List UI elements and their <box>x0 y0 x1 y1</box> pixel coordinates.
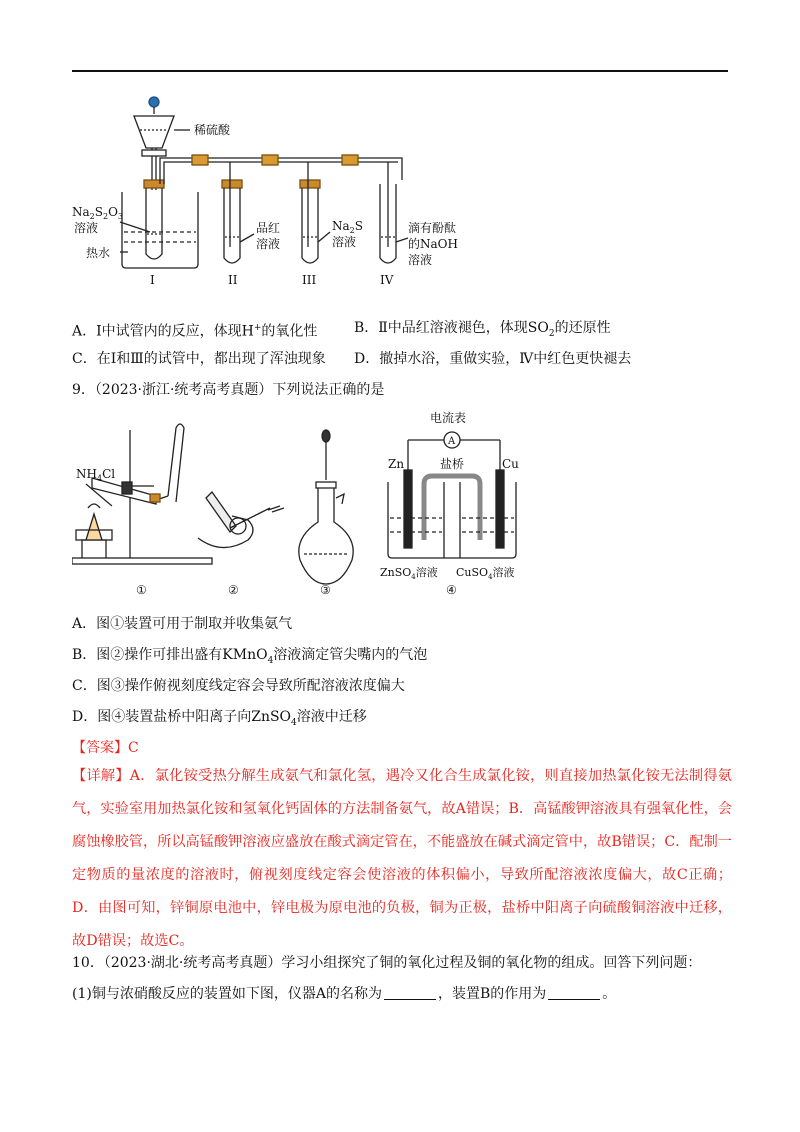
apparatus-figure-q9 <box>72 408 532 598</box>
figure-label-3: ③ <box>320 583 331 597</box>
header-rule <box>72 70 728 72</box>
q10-sub1: (1)铜与浓硝酸反应的装置如下图，仪器A的名称为 ，装置B的作用为 。 <box>72 986 617 1002</box>
tube2-label-a: 品红 <box>256 221 281 235</box>
figure-label-4: ④ <box>446 583 457 597</box>
q8-option-a: A．Ⅰ中试管内的反应，体现H+的氧化性 <box>72 323 318 340</box>
q8-option-d: D．撤掉水浴，重做实验，Ⅳ中红色更快褪去 <box>354 351 632 367</box>
zn-electrode-label: Zn <box>388 457 405 471</box>
hot-water-label: 热水 <box>86 246 111 260</box>
q9-stem: 9．（2023·浙江·统考高考真题）下列说法正确的是 <box>72 382 385 398</box>
tube3-label-b: 溶液 <box>332 235 357 249</box>
q9-option-d: D．图④装置盐桥中阳离子向ZnSO$_4$溶液中迁移 <box>72 709 367 728</box>
acid-label: 稀硫酸 <box>194 123 231 137</box>
q9-detail: 【详解】A．氯化铵受热分解生成氨气和氯化氢，遇冷又化合生成氯化铵，则直接加热氯化铵无法制得氨气，实验室用加热氯化铵和氢氧化钙固体的方法制备氨气，故A错误；B．高锰酸钾溶液具有强氧化性，会腐蚀橡胶管，所以高锰酸钾溶液应盛放在酸式滴定管在，不能盛放在碱式滴定管中，故B错误；C．配制一定物质的量浓度的溶液时，俯视刻度线定容会使溶液的体积偏小，导致所配溶液浓度偏大，故C正确；D．由图可知，锌铜原电池中，锌电极为原电池的负极，铜为正极，盐桥中阳离子向硫酸铜溶液中迁移，故D错误；故选C。 <box>72 768 732 949</box>
q10-stem: 10．（2023·湖北·统考高考真题）学习小组探究了铜的氧化过程及铜的氧化物的组成。回答下列问题： <box>72 955 702 971</box>
tube4-label-b: 的NaOH <box>408 237 458 251</box>
tube3-label-a: $Na_2S$ <box>332 219 363 235</box>
answer-blank-2[interactable] <box>548 985 600 1000</box>
cuso4-label: CuSO$_4$溶液 <box>456 566 515 581</box>
q9-answer: 【答案】C <box>72 740 139 756</box>
nh4cl-label: $NH_4Cl$ <box>76 467 116 483</box>
cu-electrode-label: Cu <box>502 457 519 471</box>
roman-label-4: IV <box>380 273 394 287</box>
figure-label-1: ① <box>136 583 147 597</box>
reagent-label-1: $Na_2S_2O_3$ <box>72 205 124 221</box>
q9-option-c: C．图③操作俯视刻度线定容会导致所配溶液浓度偏大 <box>72 678 405 694</box>
q8-option-c: C．在Ⅰ和Ⅲ的试管中，都出现了浑浊现象 <box>72 351 326 367</box>
roman-label-2: II <box>228 273 238 287</box>
roman-label-3: III <box>302 273 317 287</box>
reagent-label-1-solution: 溶液 <box>74 221 99 235</box>
ammeter-label: 电流表 <box>430 411 467 425</box>
figure-label-2: ② <box>228 583 239 597</box>
tube4-label-a: 滴有酚酞 <box>408 221 457 235</box>
tube2-label-b: 溶液 <box>256 237 281 251</box>
tube4-label-c: 溶液 <box>408 253 433 267</box>
q9-option-a: A．图①装置可用于制取并收集氨气 <box>72 616 293 632</box>
q8-option-b: B．Ⅱ中品红溶液褪色，体现$SO_2$的还原性 <box>354 320 611 339</box>
znso4-label: ZnSO$_4$溶液 <box>380 566 438 581</box>
apparatus-figure-q8 <box>72 92 472 292</box>
roman-label-1: I <box>150 273 155 287</box>
ammeter-symbol: A <box>448 436 456 447</box>
q9-option-b: B．图②操作可排出盛有KMnO$_4$溶液滴定管尖嘴内的气泡 <box>72 647 428 666</box>
answer-blank-1[interactable] <box>384 985 436 1000</box>
salt-bridge-label: 盐桥 <box>440 457 465 471</box>
